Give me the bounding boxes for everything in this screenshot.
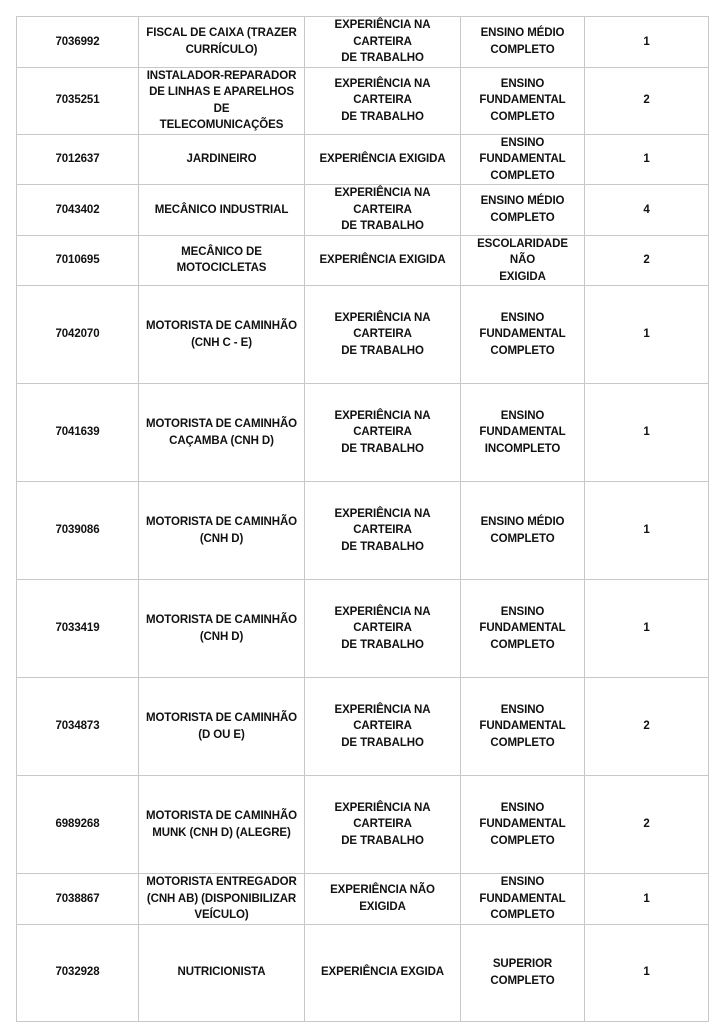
vacancy-code: 7036992 [17, 17, 139, 68]
education-requirement: SUPERIOR COMPLETO [461, 924, 585, 1021]
job-title: MOTORISTA ENTREGADOR (CNH AB) (DISPONIBILIZAR VEÍCULO) [139, 874, 305, 925]
table-row [17, 235, 709, 286]
education-requirement: ENSINO FUNDAMENTAL COMPLETO [461, 580, 585, 678]
experience-requirement: EXPERIÊNCIA EXGIDA [305, 924, 461, 1021]
job-title: JARDINEIRO [139, 134, 305, 185]
vacancy-count: 1 [585, 286, 709, 384]
experience-requirement: EXPERIÊNCIA NA CARTEIRA DE TRABALHO [305, 678, 461, 776]
education-requirement: ENSINO MÉDIO COMPLETO [461, 482, 585, 580]
education-requirement: ENSINO FUNDAMENTAL COMPLETO [461, 678, 585, 776]
vacancy-count: 1 [585, 134, 709, 185]
experience-requirement: EXPERIÊNCIA NA CARTEIRA DE TRABALHO [305, 580, 461, 678]
vacancy-code: 7034873 [17, 678, 139, 776]
vacancy-count: 1 [585, 482, 709, 580]
table-row [17, 17, 709, 68]
vacancy-code: 7035251 [17, 67, 139, 134]
experience-requirement: EXPERIÊNCIA NA CARTEIRA DE TRABALHO [305, 67, 461, 134]
education-requirement: ENSINO FUNDAMENTAL COMPLETO [461, 67, 585, 134]
job-title: MOTORISTA DE CAMINHÃO (CNH C - E) [139, 286, 305, 384]
table-row [17, 776, 709, 874]
table-row [17, 67, 709, 134]
vacancy-count: 2 [585, 67, 709, 134]
job-vacancies-table [16, 16, 709, 1022]
vacancy-count: 2 [585, 678, 709, 776]
vacancy-code: 7010695 [17, 235, 139, 286]
table-row [17, 384, 709, 482]
experience-requirement: EXPERIÊNCIA EXIGIDA [305, 235, 461, 286]
experience-requirement: EXPERIÊNCIA NA CARTEIRA DE TRABALHO [305, 776, 461, 874]
experience-requirement: EXPERIÊNCIA NA CARTEIRA DE TRABALHO [305, 482, 461, 580]
education-requirement: ENSINO FUNDAMENTAL COMPLETO [461, 134, 585, 185]
vacancy-count: 1 [585, 874, 709, 925]
experience-requirement: EXPERIÊNCIA NA CARTEIRA DE TRABALHO [305, 384, 461, 482]
vacancy-count: 2 [585, 235, 709, 286]
education-requirement: ENSINO FUNDAMENTAL INCOMPLETO [461, 384, 585, 482]
education-requirement: ENSINO MÉDIO COMPLETO [461, 17, 585, 68]
education-requirement: ENSINO MÉDIO COMPLETO [461, 185, 585, 236]
vacancy-code: 6989268 [17, 776, 139, 874]
experience-requirement: EXPERIÊNCIA NÃO EXIGIDA [305, 874, 461, 925]
table-row [17, 874, 709, 925]
job-title: INSTALADOR-REPARADOR DE LINHAS E APARELHOS DE TELECOMUNICAÇÕES [139, 67, 305, 134]
job-title: NUTRICIONISTA [139, 924, 305, 1021]
vacancy-count: 1 [585, 580, 709, 678]
experience-requirement: EXPERIÊNCIA NA CARTEIRA DE TRABALHO [305, 185, 461, 236]
vacancy-count: 1 [585, 384, 709, 482]
job-title: MECÂNICO INDUSTRIAL [139, 185, 305, 236]
vacancy-code: 7012637 [17, 134, 139, 185]
vacancy-code: 7033419 [17, 580, 139, 678]
job-listing-page [16, 16, 708, 1022]
table-row [17, 185, 709, 236]
vacancy-code: 7041639 [17, 384, 139, 482]
education-requirement: ENSINO FUNDAMENTAL COMPLETO [461, 286, 585, 384]
vacancy-count: 2 [585, 776, 709, 874]
table-row [17, 482, 709, 580]
job-title: MOTORISTA DE CAMINHÃO (D OU E) [139, 678, 305, 776]
job-title: MOTORISTA DE CAMINHÃO MUNK (CNH D) (ALEGRE) [139, 776, 305, 874]
education-requirement: ENSINO FUNDAMENTAL COMPLETO [461, 874, 585, 925]
vacancy-code: 7038867 [17, 874, 139, 925]
experience-requirement: EXPERIÊNCIA EXIGIDA [305, 134, 461, 185]
vacancy-code: 7032928 [17, 924, 139, 1021]
job-title: MOTORISTA DE CAMINHÃO CAÇAMBA (CNH D) [139, 384, 305, 482]
table-row [17, 678, 709, 776]
job-title: FISCAL DE CAIXA (TRAZER CURRÍCULO) [139, 17, 305, 68]
education-requirement: ESCOLARIDADE NÃO EXIGIDA [461, 235, 585, 286]
table-row [17, 580, 709, 678]
table-row [17, 924, 709, 1021]
job-title: MECÂNICO DE MOTOCICLETAS [139, 235, 305, 286]
vacancy-code: 7039086 [17, 482, 139, 580]
vacancy-count: 1 [585, 924, 709, 1021]
vacancy-count: 4 [585, 185, 709, 236]
experience-requirement: EXPERIÊNCIA NA CARTEIRA DE TRABALHO [305, 17, 461, 68]
vacancy-code: 7042070 [17, 286, 139, 384]
table-row [17, 134, 709, 185]
vacancy-count: 1 [585, 17, 709, 68]
job-title: MOTORISTA DE CAMINHÃO (CNH D) [139, 482, 305, 580]
vacancy-code: 7043402 [17, 185, 139, 236]
table-row [17, 286, 709, 384]
experience-requirement: EXPERIÊNCIA NA CARTEIRA DE TRABALHO [305, 286, 461, 384]
job-title: MOTORISTA DE CAMINHÃO (CNH D) [139, 580, 305, 678]
education-requirement: ENSINO FUNDAMENTAL COMPLETO [461, 776, 585, 874]
